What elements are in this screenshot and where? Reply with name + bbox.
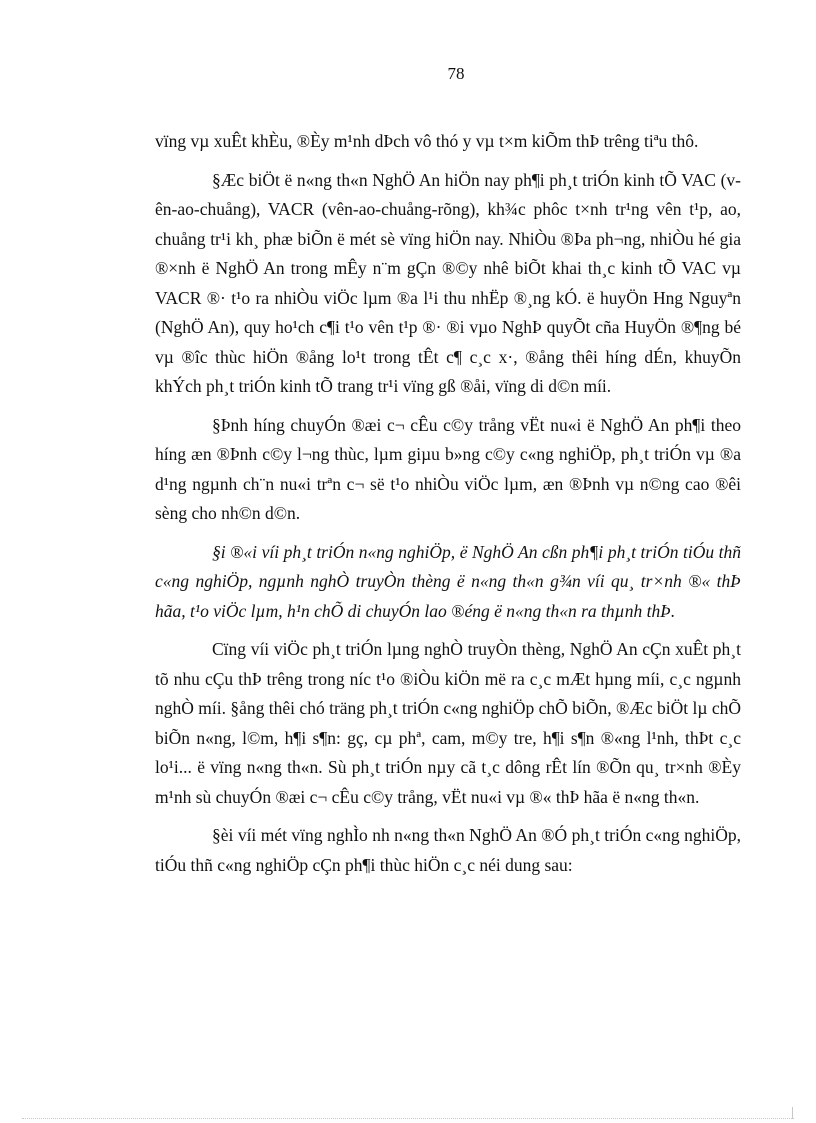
paragraph-1: vïng vµ xuÊt khÈu, ®Èy m¹nh dÞch vô thó y vµ t×m kiÕm thÞ trêng tiªu thô. [155,131,699,151]
page-corner-mark [792,1107,793,1119]
page-bottom-divider [22,1118,794,1119]
paragraph-4: §i ®«i víi ph¸t triÓn n«ng nghiÖp, ë NghÖ An cßn ph¶i ph¸t triÓn tiÓu thñ c«ng nghiÖp, ngµnh nghÒ truyÒn thèng ë n«ng th«n g¾n víi qu¸ tr×nh ®« thÞ hãa, t¹o viÖc lµm, h¹n chÕ di chuyÓn lao ®éng ë n«ng th«n ra thµnh thÞ. [155,541,741,621]
paragraph-6: §èi víi mét vïng nghÌo nh n«ng th«n NghÖ An ®Ó ph¸t triÓn c«ng nghiÖp, tiÓu thñ c«ng nghiÖp cÇn ph¶i thùc hiÖn c¸c néi dung sau: [155,825,741,875]
document-body [155,127,741,889]
page-number: 78 [447,64,465,83]
paragraph-3: §Þnh híng chuyÓn ®æi c¬ cÊu c©y trång vËt nu«i ë NghÖ An ph¶i theo híng æn ®Þnh c©y l¬ng thùc, lµm giµu b»ng c©y c«ng nghiÖp, ph¸t triÓn vµ ®a d¹ng ngµnh ch¨n nu«i trªn c¬ së t¹o nhiÒu viÖc lµm, æn ®Þnh vµ n©ng cao ®êi sèng cho nh©n d©n. [155,414,741,523]
paragraph-5: Cïng víi viÖc ph¸t triÓn lµng nghÒ truyÒn thèng, NghÖ An cÇn xuÊt ph¸t tõ nhu cÇu thÞ trêng trong níc t¹o ®iÒu kiÖn më ra c¸c mÆt hµng míi, c¸c ngµnh nghÒ míi. §ång thêi chó träng ph¸t triÓn c«ng nghiÖp chÕ biÕn, ®Æc biÖt lµ chÕ biÕn n«ng, l©m, h¶i s¶n: gç, cµ phª, cam, m©y tre, h¶i s¶n ®«ng l¹nh, thÞt c¸c lo¹i... ë vïng n«ng th«n. Sù ph¸t triÓn nµy cã t¸c dông rÊt lín ®Õn qu¸ tr×nh ®Èy m¹nh sù chuyÓn ®æi c¬ cÊu c©y trång, vËt nu«i vµ ®« thÞ hãa ë n«ng th«n. [155,639,741,807]
paragraph-2: §Æc biÖt ë n«ng th«n NghÖ An hiÖn nay ph¶i ph¸t triÓn kinh tÕ VAC (vên-ao-chuång), VACR (vên-ao-chuång-rõng), kh¾c phôc t×nh tr¹ng vên t¹p, ao, chuång tr¹i kh¸ phæ biÕn ë mét sè vïng hiÖn nay. NhiÒu ®Þa ph¬ng, nhiÒu hé gia ®×nh ë NghÖ An trong mÊy n¨m gÇn ®©y nhê biÕt khai th¸c kinh tÕ VAC vµ VACR ®· t¹o ra nhiÒu viÖc lµm ®a l¹i thu nhËp ®¸ng kÓ. ë huyÖn Hng Nguyªn (NghÖ An), quy ho¹ch c¶i t¹o vên t¹p ®· ®i vµo NghÞ quyÕt cña HuyÖn ®¶ng bé vµ ®îc thùc hiÖn ®ång lo¹t trong tÊt c¶ c¸c x·, ®ång thêi híng dÉn, khuyÕn khÝch ph¸t triÓn kinh tÕ trang tr¹i vïng gß ®åi, vïng di d©n míi. [155,169,741,396]
